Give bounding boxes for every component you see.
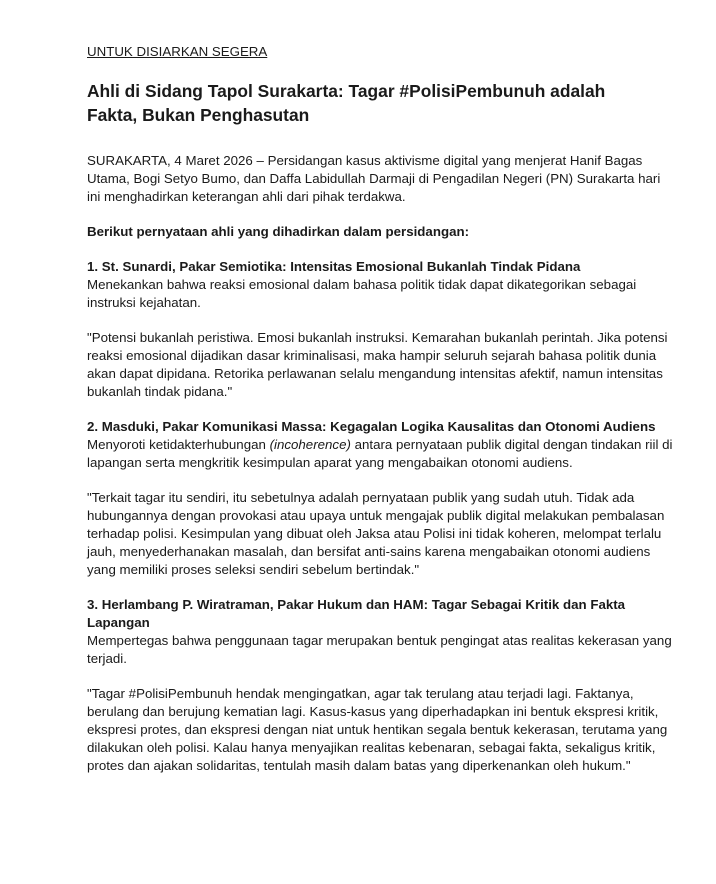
expert-section-1 [87, 258, 676, 401]
summary-italic-term: (incoherence) [269, 437, 351, 452]
expert-quote: "Potensi bukanlah peristiwa. Emosi bukanlah instruksi. Kemarahan bukanlah perintah. Jika potensi reaksi emosional dijadikan dasar kriminalisasi, maka hampir seluruh sejarah bahasa politik dunia akan dapat dipidana. Retorika perlawanan selalu mengandung intensitas afektif, namun intensitas bukanlah tindak pidana." [87, 330, 668, 399]
summary-text: antara pernyataan publik digital dengan tindakan riil di lapangan serta mengkritik kesimpulan aparat yang mengabaikan otonomi audiens. [87, 437, 673, 470]
expert-section-2 [87, 418, 676, 579]
expert-title: 1. St. Sunardi, Pakar Semiotika: Intensitas Emosional Bukanlah Tindak Pidana [87, 259, 581, 274]
expert-summary: Menekankan bahwa reaksi emosional dalam bahasa politik tidak dapat dikategorikan sebagai instruksi kejahatan. [87, 277, 637, 310]
expert-summary [87, 436, 676, 472]
lead-paragraph: SURAKARTA, 4 Maret 2026 – Persidangan kasus aktivisme digital yang menjerat Hanif Bagas Utama, Bogi Setyo Bumo, dan Daffa Labidullah Darmaji di Pengadilan Negeri (PN) Surakarta hari ini menghadirkan keterangan ahli dari pihak terdakwa. [87, 153, 661, 204]
summary-text: Menyoroti ketidakterhubungan [87, 437, 270, 452]
expert-quote: "Tagar #PolisiPembunuh hendak mengingatkan, agar tak terulang atau terjadi lagi. Faktanya, berulang dan berujung kematian lagi. Kasus-kasus yang diperhadapkan ini bentuk ekspresi kritik, ekspresi protes, dan ekspresi dengan niat untuk hentikan segala bentuk kekerasan, terutama yang dilakukan oleh polisi. Kalau hanya menyajikan realitas kebenaran, sebagai fakta, sekaligus kritik, protes dan ajakan solidaritas, tentulah masih dalam batas yang diperkenankan oleh hukum." [87, 686, 668, 773]
expert-section-3 [87, 596, 676, 775]
release-tag: UNTUK DISIARKAN SEGERA [87, 44, 268, 59]
expert-quote: "Terkait tagar itu sendiri, itu sebetulnya adalah pernyataan publik yang sudah utuh. Tidak ada hubungannya dengan provokasi atau upaya untuk mengajak publik digital melakukan pembalasan terhadap polisi. Kesimpulan yang dibuat oleh Jaksa atau Polisi ini tidak koheren, melompat terlalu jauh, menyederhanakan masalah, dan bersifat anti-sains karena mengabaikan otonomi audiens yang memiliki proses seleksi sendiri sebelum bertindak." [87, 490, 665, 577]
expert-title: 2. Masduki, Pakar Komunikasi Massa: Kegagalan Logika Kausalitas dan Otonomi Audiens [87, 419, 656, 434]
headline: Ahli di Sidang Tapol Surakarta: Tagar #PolisiPembunuh adalah Fakta, Bukan Penghasutan [87, 81, 606, 125]
expert-title: 3. Herlambang P. Wiratraman, Pakar Hukum dan HAM: Tagar Sebagai Kritik dan Fakta Lapangan [87, 597, 626, 630]
intro-statement: Berikut pernyataan ahli yang dihadirkan dalam persidangan: [87, 224, 470, 239]
expert-summary: Mempertegas bahwa penggunaan tagar merupakan bentuk pengingat atas realitas kekerasan yang terjadi. [87, 633, 672, 666]
